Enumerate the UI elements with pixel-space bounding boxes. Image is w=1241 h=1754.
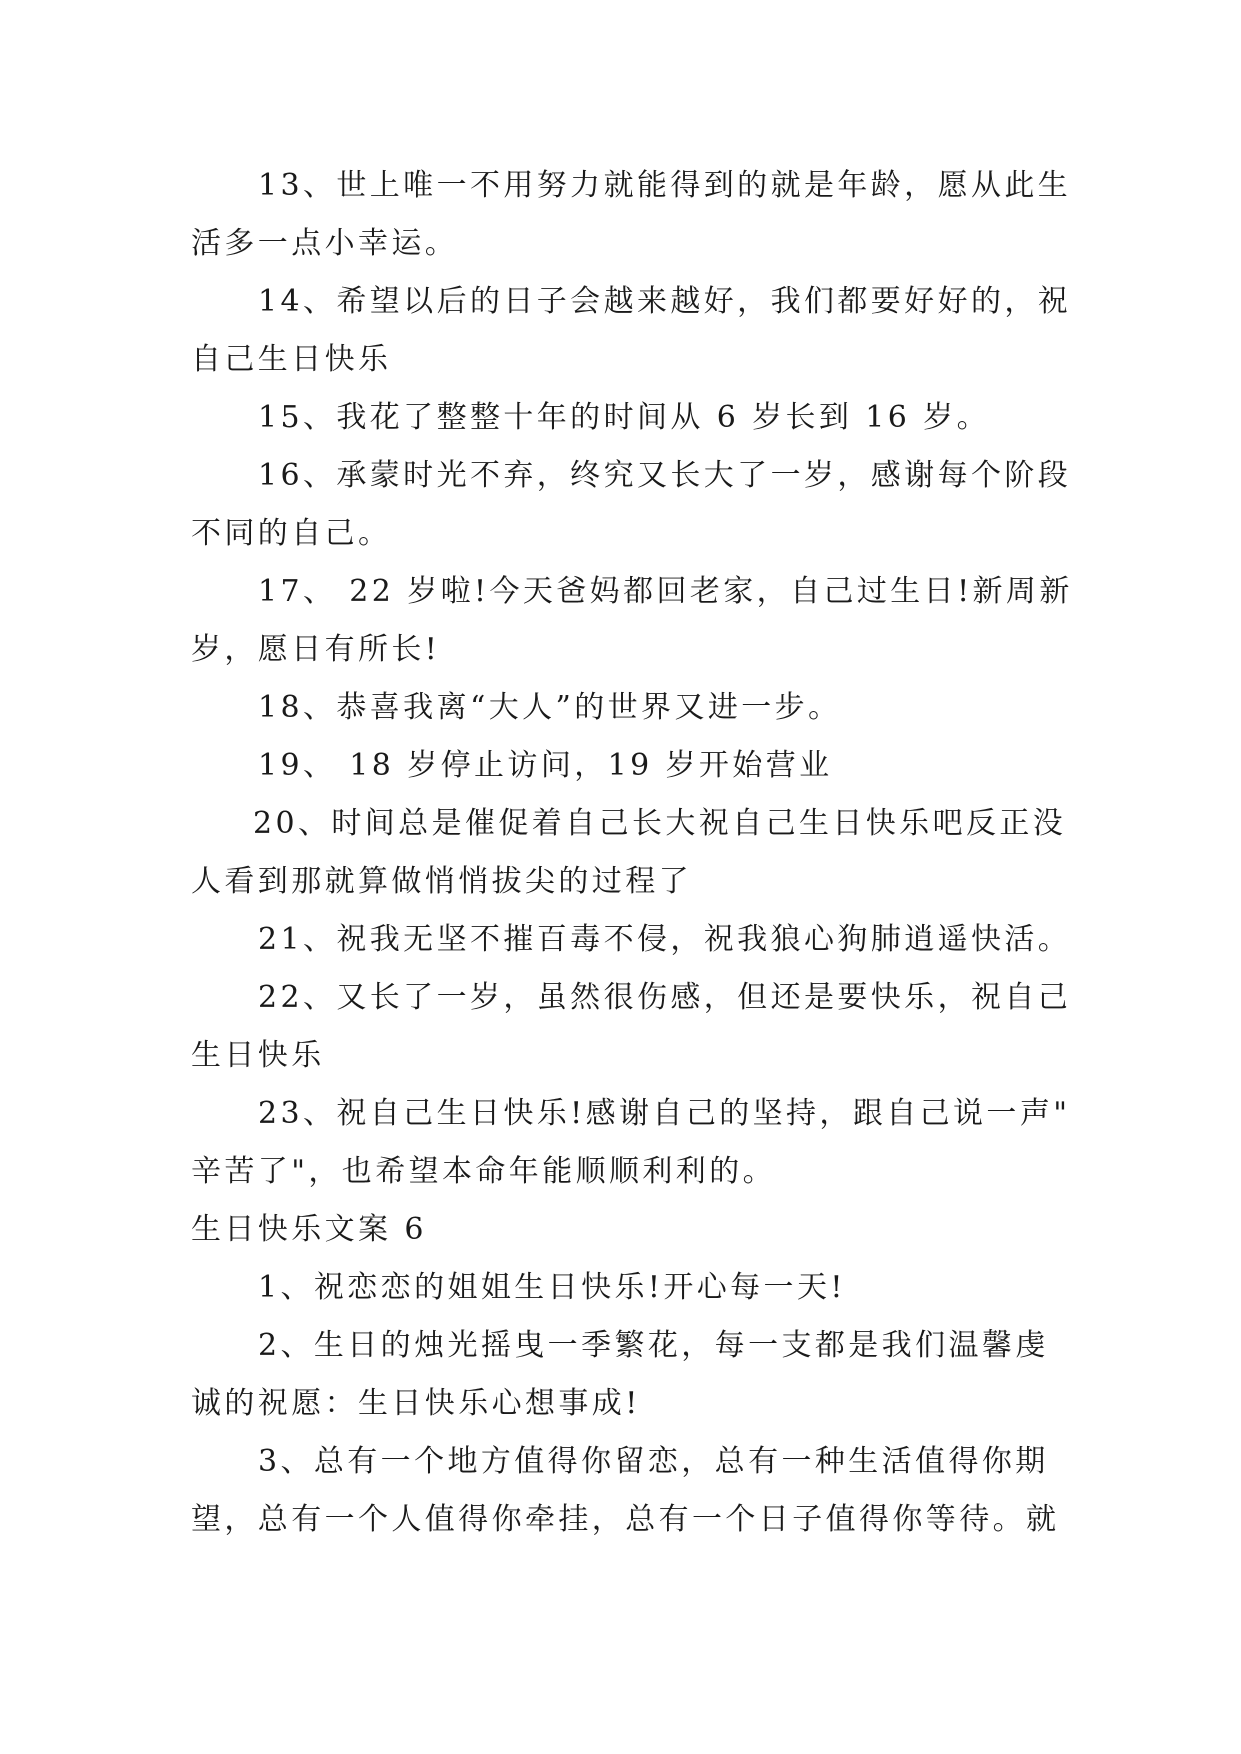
text-line: 3、总有一个地方值得你留恋，总有一种生活值得你期 — [258, 1444, 1049, 1479]
text-line: 人看到那就算做悄悄拔尖的过程了 — [191, 864, 692, 899]
text-line: 岁，愿日有所长! — [191, 632, 441, 667]
text-line: 诚的祝愿：生日快乐心想事成! — [191, 1386, 641, 1421]
text-line: 自己生日快乐 — [191, 342, 392, 377]
text-line: 1、祝恋恋的姐姐生日快乐!开心每一天! — [258, 1270, 846, 1305]
text-line: 望，总有一个人值得你牵挂，总有一个日子值得你等待。就 — [191, 1502, 1060, 1537]
text-line: 19、 18 岁停止访问，19 岁开始营业 — [258, 748, 833, 783]
text-line: 21、祝我无坚不摧百毒不侵，祝我狼心狗肺逍遥快活。 — [258, 922, 1072, 957]
text-line: 15、我花了整整十年的时间从 6 岁长到 16 岁。 — [258, 400, 990, 435]
section-heading: 生日快乐文案 6 — [191, 1212, 427, 1247]
text-line: 18、恭喜我离“大人”的世界又进一步。 — [258, 690, 842, 725]
text-line: 23、祝自己生日快乐!感谢自己的坚持，跟自己说一声" — [258, 1096, 1071, 1131]
text-line: 22、又长了一岁，虽然很伤感，但还是要快乐，祝自己 — [258, 980, 1072, 1015]
text-line: 生日快乐 — [191, 1038, 325, 1073]
text-line: 活多一点小幸运。 — [191, 226, 459, 261]
text-line: 16、承蒙时光不弃，终究又长大了一岁，感谢每个阶段 — [258, 458, 1072, 493]
text-line: 17、 22 岁啦!今天爸妈都回老家，自己过生日!新周新 — [258, 574, 1073, 609]
text-line: 20、时间总是催促着自己长大祝自己生日快乐吧反正没 — [253, 806, 1067, 841]
text-line: 14、希望以后的日子会越来越好，我们都要好好的，祝 — [258, 284, 1072, 319]
text-line: 辛苦了"，也希望本命年能顺顺利利的。 — [191, 1154, 776, 1189]
text-line: 13、世上唯一不用努力就能得到的就是年龄，愿从此生 — [258, 168, 1072, 203]
text-line: 不同的自己。 — [191, 516, 392, 551]
text-line: 2、生日的烛光摇曳一季繁花，每一支都是我们温馨虔 — [258, 1328, 1049, 1363]
